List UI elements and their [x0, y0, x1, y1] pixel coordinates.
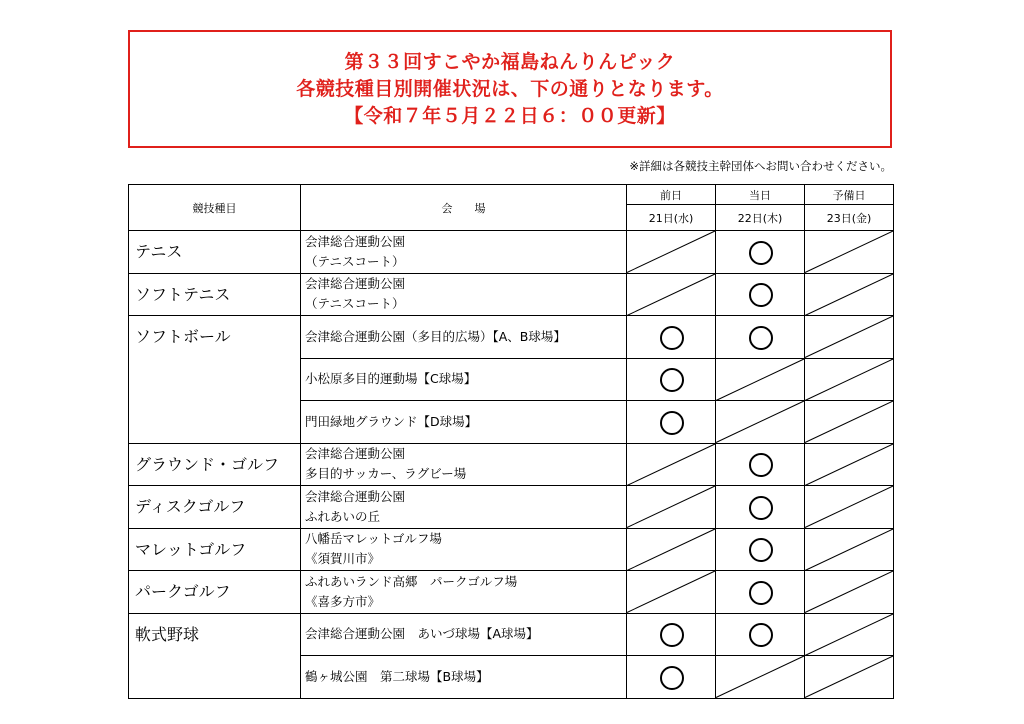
venue-line: 《喜多方市》: [305, 593, 381, 609]
header-day-label: 前日: [627, 185, 716, 205]
status-cell: [805, 656, 894, 699]
not-applicable-slash-icon: [805, 444, 893, 486]
status-cell: [627, 656, 716, 699]
venue-cell: [301, 443, 627, 486]
table-row: [129, 613, 894, 656]
not-applicable-slash-icon: [805, 656, 893, 698]
venue-cell: [301, 273, 627, 316]
held-circle-icon: [660, 368, 684, 392]
status-cell: [805, 401, 894, 444]
venue-line: 《須賀川市》: [305, 551, 381, 567]
status-cell: [805, 528, 894, 571]
not-applicable-slash-icon: [805, 486, 893, 528]
status-cell: [716, 273, 805, 316]
status-cell: [627, 273, 716, 316]
status-cell: [627, 316, 716, 359]
sport-name: 軟式野球: [129, 613, 301, 698]
venue-line: 鶴ヶ城公園 第二球場【B球場】: [305, 668, 489, 684]
venue-cell: [301, 316, 627, 359]
held-circle-icon: [660, 411, 684, 435]
sport-name: パークゴルフ: [129, 571, 301, 614]
venue-line: 八幡岳マレットゴルフ場: [305, 531, 442, 547]
held-circle-icon: [660, 666, 684, 690]
sport-name: ソフトボール: [129, 316, 301, 444]
status-cell: [627, 401, 716, 444]
status-cell: [627, 231, 716, 274]
held-circle-icon: [749, 496, 773, 520]
announcement-banner: [128, 30, 892, 148]
header-day-label: 予備日: [805, 185, 894, 205]
not-applicable-slash-icon: [805, 316, 893, 358]
contact-note: ※詳細は各競技主幹団体へお問い合わせください。: [629, 159, 892, 173]
status-cell: [716, 358, 805, 401]
sport-name: ソフトテニス: [129, 273, 301, 316]
not-applicable-slash-icon: [805, 529, 893, 571]
held-circle-icon: [749, 453, 773, 477]
not-applicable-slash-icon: [627, 486, 715, 528]
not-applicable-slash-icon: [805, 571, 893, 613]
status-cell: [716, 443, 805, 486]
not-applicable-slash-icon: [627, 571, 715, 613]
table-row: [129, 231, 894, 274]
status-cell: [805, 571, 894, 614]
venue-line: 会津総合運動公園: [305, 276, 406, 292]
not-applicable-slash-icon: [805, 401, 893, 443]
banner-subtitle: 各競技種目別開催状況は、下の通りとなります。: [296, 77, 724, 100]
table-row: [129, 486, 894, 529]
venue-line: 会津総合運動公園（多目的広場）【A、B球場】: [305, 328, 566, 344]
venue-cell: [301, 571, 627, 614]
status-cell: [805, 486, 894, 529]
header-day-date: 21日(水): [627, 205, 716, 231]
held-circle-icon: [660, 326, 684, 350]
status-cell: [716, 528, 805, 571]
schedule-body: [129, 231, 894, 699]
venue-cell: [301, 528, 627, 571]
not-applicable-slash-icon: [627, 529, 715, 571]
sport-name: テニス: [129, 231, 301, 274]
venue-line: ふれあいランド高郷 パークゴルフ場: [305, 573, 518, 589]
status-cell: [805, 273, 894, 316]
header-day-date: 23日(金): [805, 205, 894, 231]
venue-line: 会津総合運動公園 あいづ球場【A球場】: [305, 626, 539, 642]
status-cell: [716, 486, 805, 529]
status-cell: [627, 613, 716, 656]
not-applicable-slash-icon: [627, 444, 715, 486]
table-row: [129, 528, 894, 571]
sport-name: ディスクゴルフ: [129, 486, 301, 529]
not-applicable-slash-icon: [627, 274, 715, 316]
status-cell: [805, 613, 894, 656]
not-applicable-slash-icon: [716, 359, 804, 401]
venue-line: ふれあいの丘: [305, 508, 381, 524]
status-cell: [627, 443, 716, 486]
venue-line: 会津総合運動公園: [305, 446, 406, 462]
sport-name: マレットゴルフ: [129, 528, 301, 571]
not-applicable-slash-icon: [805, 614, 893, 656]
not-applicable-slash-icon: [805, 231, 893, 273]
not-applicable-slash-icon: [716, 401, 804, 443]
status-cell: [805, 316, 894, 359]
table-row: [129, 316, 894, 359]
header-day-label: 当日: [716, 185, 805, 205]
venue-line: （テニスコート）: [305, 253, 405, 269]
venue-line: 多目的サッカー、ラグビー場: [305, 466, 467, 482]
banner-update-time: 【令和７年５月２２日６：００更新】: [344, 104, 676, 127]
venue-cell: [301, 613, 627, 656]
held-circle-icon: [749, 538, 773, 562]
status-cell: [805, 231, 894, 274]
not-applicable-slash-icon: [805, 274, 893, 316]
venue-line: 会津総合運動公園: [305, 488, 406, 504]
venue-line: 小松原多目的運動場【C球場】: [305, 371, 477, 387]
status-cell: [716, 656, 805, 699]
held-circle-icon: [749, 326, 773, 350]
status-cell: [716, 401, 805, 444]
status-cell: [805, 443, 894, 486]
venue-line: 門田緑地グラウンド【D球場】: [305, 413, 478, 429]
status-cell: [627, 486, 716, 529]
status-cell: [716, 316, 805, 359]
venue-cell: [301, 231, 627, 274]
venue-cell: [301, 401, 627, 444]
venue-line: 会津総合運動公園: [305, 233, 406, 249]
status-cell: [627, 571, 716, 614]
not-applicable-slash-icon: [627, 231, 715, 273]
held-circle-icon: [749, 283, 773, 307]
venue-cell: [301, 486, 627, 529]
held-circle-icon: [749, 581, 773, 605]
table-row: [129, 273, 894, 316]
held-circle-icon: [749, 241, 773, 265]
held-circle-icon: [749, 623, 773, 647]
status-cell: [716, 571, 805, 614]
not-applicable-slash-icon: [805, 359, 893, 401]
status-cell: [627, 358, 716, 401]
venue-cell: [301, 358, 627, 401]
not-applicable-slash-icon: [716, 656, 804, 698]
venue-cell: [301, 656, 627, 699]
status-cell: [627, 528, 716, 571]
banner-title: 第３３回すこやか福島ねんりんピック: [344, 50, 676, 73]
status-cell: [716, 613, 805, 656]
venue-line: （テニスコート）: [305, 296, 405, 312]
schedule-table: [128, 184, 894, 699]
header-day-date: 22日(木): [716, 205, 805, 231]
held-circle-icon: [660, 623, 684, 647]
sport-name: グラウンド・ゴルフ: [129, 443, 301, 486]
header-sport: 競技種目: [129, 185, 301, 231]
table-row: [129, 443, 894, 486]
table-row: [129, 571, 894, 614]
status-cell: [805, 358, 894, 401]
status-cell: [716, 231, 805, 274]
header-venue: 会 場: [301, 185, 627, 231]
